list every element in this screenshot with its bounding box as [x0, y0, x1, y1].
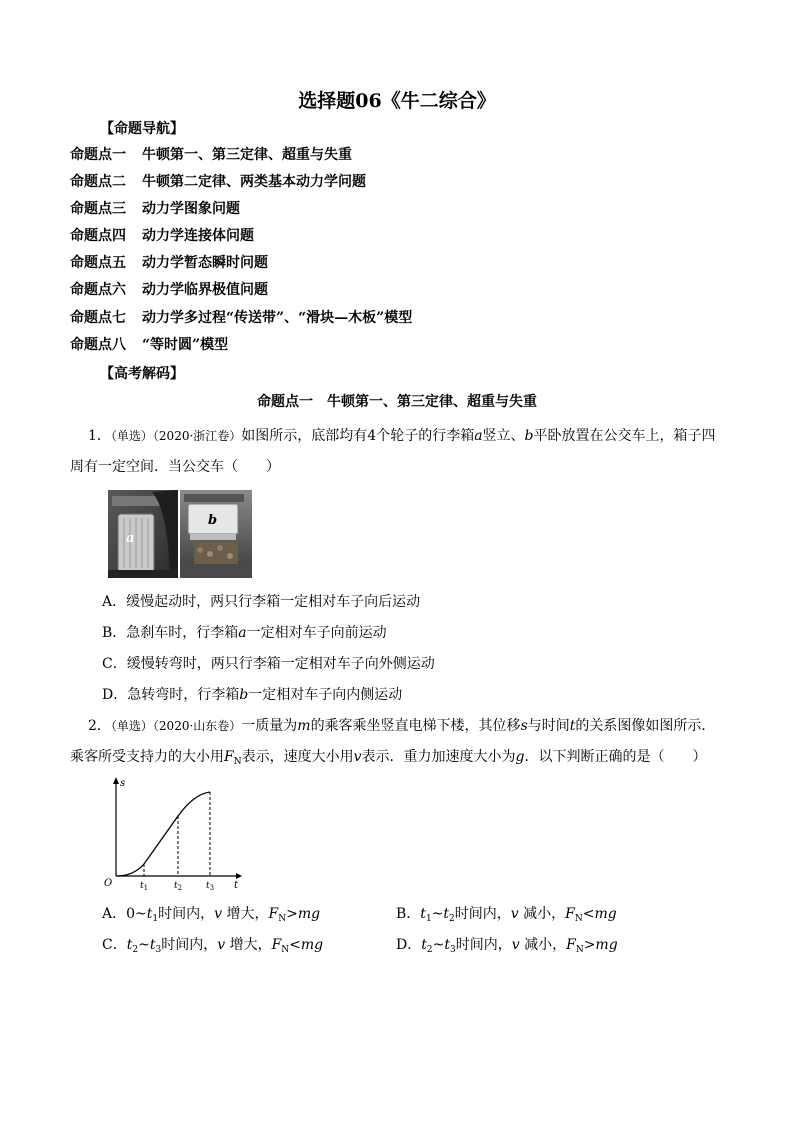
topic-item: 命题点六 动力学临界极值问题 [70, 282, 268, 299]
topic-item: 命题点五 动力学暂态瞬时问题 [70, 255, 268, 272]
s-t-graph [96, 774, 246, 892]
topic-item: 命题点三 动力学图象问题 [70, 201, 240, 218]
label-a: a [126, 531, 135, 546]
q1-option-b: B．急刹车时，行李箱a一定相对车子向前运动 [102, 625, 387, 641]
t3-label: $t_3$ [206, 881, 215, 892]
t1-label: $t_1$ [140, 881, 149, 892]
t-axis-label: t [234, 880, 239, 891]
q1-option-d: D．急转弯时，行李箱b一定相对车子向内侧运动 [102, 687, 403, 703]
s-axis-label: s [120, 778, 126, 789]
topic-item: 命题点八 “等时圆”模型 [70, 336, 229, 353]
t-axis-arrow-icon [236, 873, 242, 879]
q1-option-a: A．缓慢起动时，两只行李箱一定相对车子向后运动 [102, 594, 421, 610]
s-t-curve [116, 792, 210, 876]
label-b: b [208, 513, 218, 528]
q2-option-a: A．$0\sim t_1$时间内，v 增大，$F_N>mg$ [102, 906, 321, 924]
origin-label: O [104, 878, 113, 889]
q2-option-d: D．$t_2\sim t_3$时间内，v 减小，$F_N>mg$ [396, 937, 618, 955]
q2-option-c: C．$t_2\sim t_3$时间内，v 增大，$F_N<mg$ [102, 937, 324, 955]
topic-item: 命题点七 动力学多过程“传送带”、“滑块—木板”模型 [70, 309, 413, 326]
question-2-stem: 2．（单选）（2020·山东卷）一质量为m的乘客乘坐竖直电梯下楼，其位移s与时间t的关系图像如图所示．乘客所受支持力的大小用$F_N$表示，速度大小用v表示．重力加速度大小为g．以下判断正确的是（ ） [70, 718, 716, 767]
q2-option-b: B．$t_1\sim t_2$时间内，v 减小，$F_N<mg$ [396, 906, 617, 924]
topic-list [70, 146, 412, 363]
s-axis-arrow-icon [113, 777, 119, 784]
topic-item: 命题点四 动力学连接体问题 [70, 228, 254, 245]
subsection-title: 命题点一 牛顿第一、第三定律、超重与失重 [257, 394, 537, 410]
question-1-stem: 1．（单选）（2020·浙江卷）如图所示，底部均有4个轮子的行李箱a竖立、b平卧放置在公交车上，箱子四周有一定空间．当公交车（ ） [70, 428, 716, 475]
q1-option-c: C．缓慢转弯时，两只行李箱一定相对车子向外侧运动 [102, 656, 435, 672]
page-title: 选择题06《牛二综合》 [298, 90, 496, 112]
topic-item: 命题点一 牛顿第一、第三定律、超重与失重 [70, 147, 352, 163]
nav-heading: 【命题导航】 [100, 121, 184, 137]
topic-item: 命题点二 牛顿第二定律、两类基本动力学问题 [70, 174, 366, 191]
decode-heading: 【高考解码】 [100, 366, 184, 382]
luggage-photo [108, 490, 252, 578]
t2-label: $t_2$ [174, 881, 183, 892]
